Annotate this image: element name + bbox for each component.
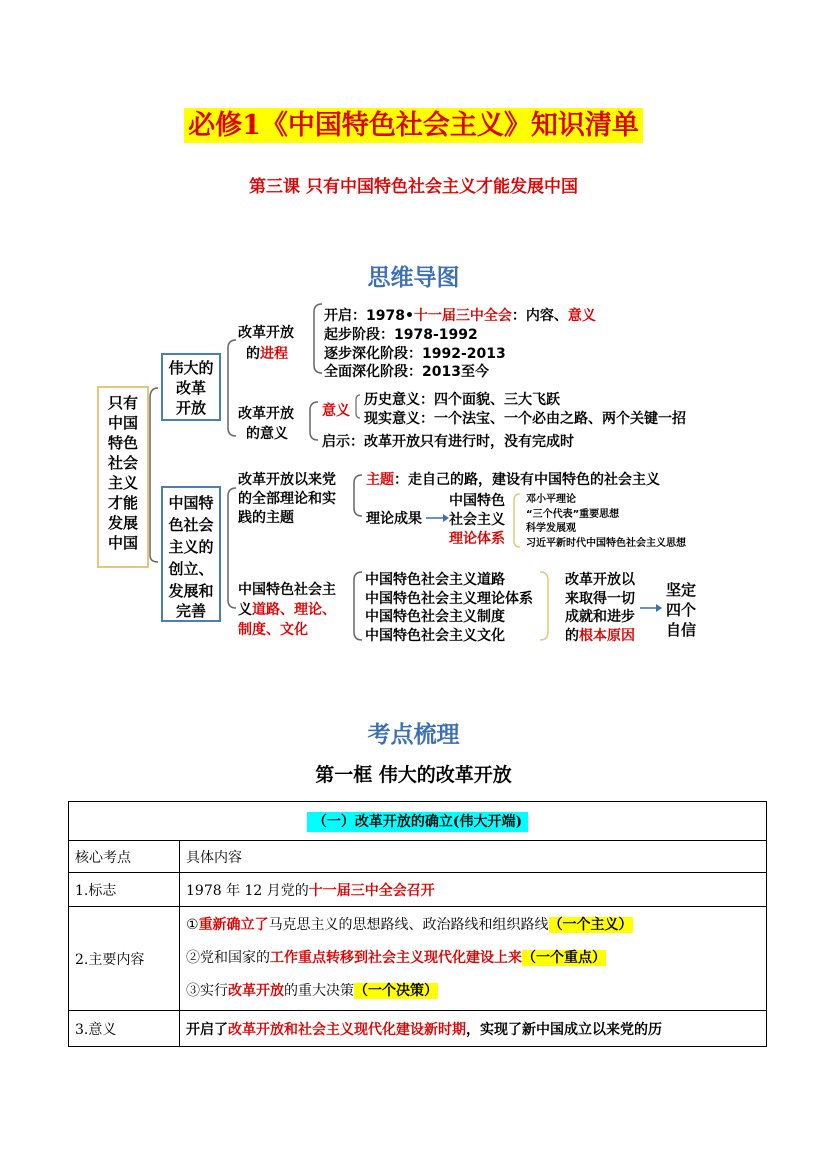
svg-text:特色: 特色 <box>107 434 139 452</box>
theme-line: 主题：走自己的路，建设有中国特色的社会主义 <box>366 472 660 488</box>
svg-text:逐步深化阶段：1992-2013: 逐步深化阶段：1992-2013 <box>324 346 506 362</box>
row-key: 3.意义 <box>69 1011 180 1047</box>
svg-text:中国特色社会主义理论体系: 中国特色社会主义理论体系 <box>365 591 533 607</box>
svg-text:成就和进步: 成就和进步 <box>565 609 635 625</box>
svg-text:科学发展观: 科学发展观 <box>526 523 576 534</box>
svg-text:改革开放以: 改革开放以 <box>565 572 635 588</box>
svg-text:四个: 四个 <box>666 601 697 619</box>
progress-label <box>238 324 294 362</box>
page-title: 必修1《中国特色社会主义》知识清单 <box>0 103 827 142</box>
page-subtitle: 第三课 只有中国特色社会主义才能发展中国 <box>249 177 578 197</box>
achievement-label: 理论成果 <box>366 511 422 527</box>
svg-text:开启：1978•十一届三中全会：内容、意义: 开启：1978•十一届三中全会：内容、意义 <box>324 308 596 324</box>
svg-text:中国特色社会主义道路: 中国特色社会主义道路 <box>365 572 505 588</box>
table-row <box>69 1011 767 1047</box>
svg-text:来取得一切: 来取得一切 <box>565 591 635 607</box>
svg-text:的根本原因: 的根本原因 <box>565 628 635 644</box>
svg-text:起步阶段：1978-1992: 起步阶段：1978-1992 <box>324 327 478 343</box>
row-content: 开启了改革开放和社会主义现代化建设新时期，实现了新中国成立以来党的历 <box>180 1011 767 1047</box>
svg-text:全面深化阶段：2013至今: 全面深化阶段：2013至今 <box>324 364 489 380</box>
table-row <box>69 873 767 907</box>
svg-text:才能: 才能 <box>107 494 139 512</box>
svg-text:中国特色: 中国特色 <box>449 493 505 509</box>
mindmap-title: 思维导图 <box>367 264 460 291</box>
table-header: （一）改革开放的确立(伟大开端) <box>69 802 767 841</box>
row-content: ①重新确立了马克思主义的思想路线、政治路线和组织路线（一个主义） ②党和国家的工作重点转移到社会主义现代化建设上来（一个重点） ③实行改革开放的重大决策（一个决策） <box>180 907 767 1011</box>
svg-text:制度、文化: 制度、文化 <box>238 622 308 638</box>
table-row <box>69 841 767 873</box>
row-content: 1978 年 12 月党的十一届三中全会召开 <box>180 873 767 907</box>
svg-text:的进程: 的进程 <box>246 346 288 362</box>
section-title: 考点梳理 <box>367 721 460 748</box>
svg-text:改革开放: 改革开放 <box>238 325 294 341</box>
svg-text:“三个代表”重要思想: “三个代表”重要思想 <box>526 509 620 520</box>
svg-text:中国特色社会主义制度: 中国特色社会主义制度 <box>365 609 505 625</box>
frame-title: 第一框 伟大的改革开放 <box>315 764 512 786</box>
svg-text:只有: 只有 <box>107 394 139 412</box>
composition-label <box>238 581 336 638</box>
svg-text:社会: 社会 <box>107 454 139 472</box>
svg-text:主义的: 主义的 <box>168 538 214 556</box>
svg-text:理论体系: 理论体系 <box>449 531 505 547</box>
svg-text:的全部理论和实: 的全部理论和实 <box>238 491 336 507</box>
theory-list <box>525 492 687 549</box>
svg-text:中国: 中国 <box>107 414 139 432</box>
table-row <box>69 907 767 1011</box>
row-key: 1.标志 <box>69 873 180 907</box>
svg-text:伟大的: 伟大的 <box>168 359 214 377</box>
theme-label <box>238 471 336 526</box>
svg-text:邓小平理论: 邓小平理论 <box>526 494 576 505</box>
svg-text:自信: 自信 <box>666 621 697 639</box>
knowledge-table <box>68 801 767 1047</box>
row-key: 2.主要内容 <box>69 907 180 1011</box>
svg-text:开放: 开放 <box>175 399 207 417</box>
svg-text:主义: 主义 <box>107 474 139 492</box>
svg-text:现实意义：一个法宝、一个必由之路、两个关键一招: 现实意义：一个法宝、一个必由之路、两个关键一招 <box>364 411 686 427</box>
svg-text:完善: 完善 <box>175 602 207 620</box>
svg-text:践的主题: 践的主题 <box>238 510 294 526</box>
svg-text:改革开放以来党: 改革开放以来党 <box>238 472 336 488</box>
svg-text:坚定: 坚定 <box>666 581 697 599</box>
col-header-content: 具体内容 <box>180 841 767 873</box>
root-cause <box>565 571 636 644</box>
svg-text:改革开放: 改革开放 <box>238 406 294 422</box>
svg-text:中国特: 中国特 <box>168 494 214 512</box>
progress-items <box>323 307 596 380</box>
svg-text:社会主义: 社会主义 <box>449 512 505 528</box>
composition-items <box>365 571 533 644</box>
col-header-key: 核心考点 <box>69 841 180 873</box>
svg-text:色社会: 色社会 <box>168 516 214 534</box>
meaning-word: 意义 <box>322 403 350 419</box>
svg-text:历史意义：四个面貌、三大飞跃: 历史意义：四个面貌、三大飞跃 <box>364 392 560 408</box>
meaning-items <box>322 391 686 450</box>
svg-text:创立、: 创立、 <box>168 560 214 578</box>
svg-text:中国特色社会主义文化: 中国特色社会主义文化 <box>365 628 505 644</box>
svg-text:启示：改革开放只有进行时，没有完成时: 启示：改革开放只有进行时，没有完成时 <box>322 434 574 450</box>
svg-text:发展: 发展 <box>107 514 139 532</box>
svg-text:改革: 改革 <box>175 379 207 397</box>
svg-text:发展和: 发展和 <box>168 582 214 600</box>
svg-text:习近平新时代中国特色社会主义思想: 习近平新时代中国特色社会主义思想 <box>526 538 686 549</box>
meaning-label <box>238 405 294 442</box>
svg-text:的意义: 的意义 <box>246 426 288 442</box>
svg-text:义道路、理论、: 义道路、理论、 <box>238 602 336 618</box>
svg-text:中国特色社会主: 中国特色社会主 <box>238 582 336 598</box>
theory-system <box>448 492 505 547</box>
svg-text:中国: 中国 <box>107 534 139 552</box>
four-confidences <box>666 581 696 639</box>
